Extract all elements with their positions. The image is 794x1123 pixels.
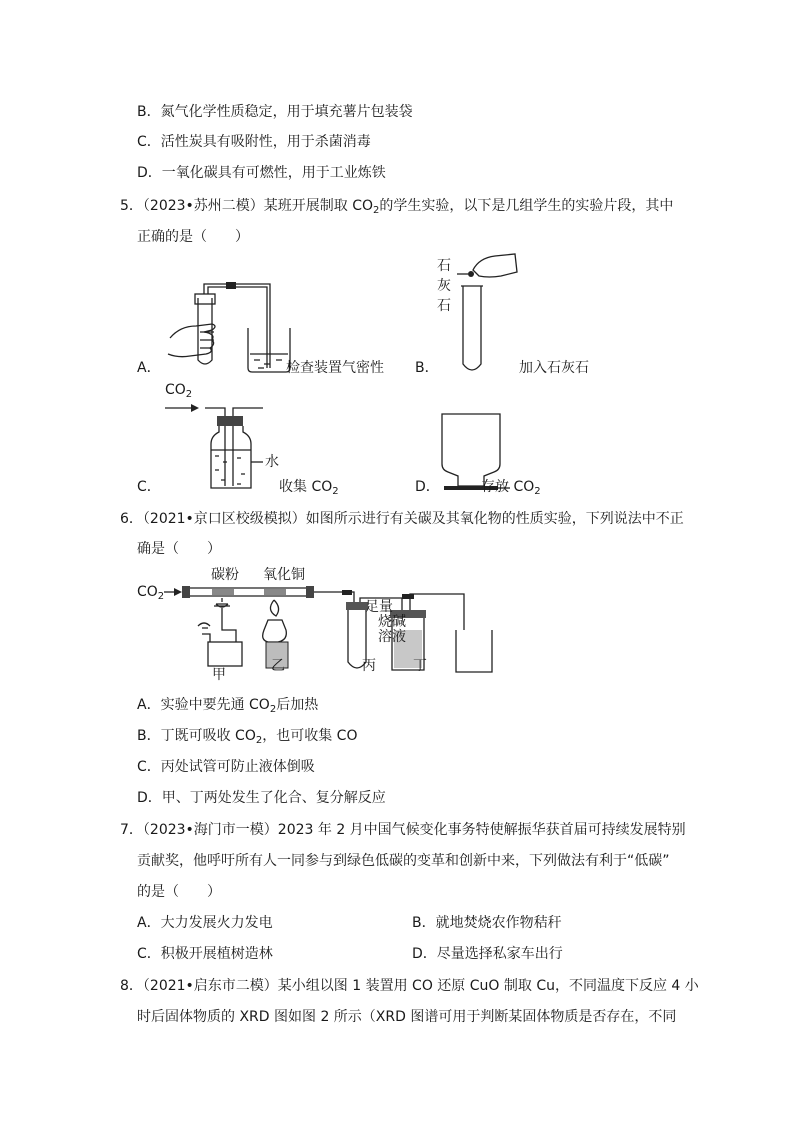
q6-fig-co2-label: $CO_2$ [137,584,165,602]
q6-fig-carbon-label: 碳粉 [211,567,239,583]
q7-option-b: B．就地焚烧农作物秸秆 [412,915,562,931]
q6-fig-naoh-label-2: 烧碱 [378,614,406,630]
q6-fig-naoh-label-1: 足量 [365,599,393,615]
q4-option-b: B．氮气化学性质稳定，用于填充薯片包装袋 [137,104,413,120]
q6-stem-line1: 6．（2021•京口区校级模拟）如图所示进行有关碳及其氧化物的性质实验，下列说法中不正 [120,511,684,527]
q5-figure-c [165,398,275,493]
q5-option-b-caption: 加入石灰石 [519,360,589,376]
q5-option-c-caption: 收集 $CO_2$ [279,479,339,497]
q5-option-d-letter: D． [415,479,440,495]
q6-fig-ding-label: 丁 [413,658,427,674]
q7-option-d: D．尽量选择私家车出行 [412,946,563,962]
q5-fig-b-label-3: 石 [437,298,451,314]
q5-fig-c-gas-label: $CO_2$ [165,382,193,400]
q7-option-c: C．积极开展植树造林 [137,946,273,962]
q6-option-c: C．丙处试管可防止液体倒吸 [137,759,315,775]
q5-figure-a [160,280,300,376]
q5-option-d-caption: 存放 $CO_2$ [481,479,541,497]
q6-stem-line2: 确是（ ） [137,541,221,557]
q5-fig-b-label-1: 石 [437,258,451,274]
q5-option-a-letter: A． [137,360,161,376]
q5-option-a-caption: 检查装置气密性 [286,360,384,376]
q7-stem-line3: 的是（ ） [137,884,221,900]
q8-stem-line1: 8．（2021•启东市二模）某小组以图 1 装置用 CO 还原 CuO 制取 Cu，不同温度下反应 4 小 [120,978,699,994]
q5-stem-line1: 5．（2023•苏州二模）某班开展制取 $CO_2$的学生实验，以下是几组学生的实验片段，其中 [120,198,674,216]
q7-option-a: A．大力发展火力发电 [137,915,273,931]
q5-option-c-letter: C． [137,479,161,495]
q6-option-b: B．丁既可吸收 $CO_2$，也可收集 CO [137,728,358,746]
q6-option-a: A．实验中要先通 $CO_2$后加热 [137,697,319,715]
q5-fig-c-water-label: 水 [265,454,279,470]
q7-stem-line1: 7．（2023•海门市一模）2023 年 2 月中国气候变化事务特使解振华获首届可持续发展特别 [120,822,686,838]
q5-figure-b [455,252,525,374]
q5-stem-line2: 正确的是（ ） [137,229,249,245]
q6-fig-yi-label: 乙 [271,658,285,674]
q6-fig-bing-label: 丙 [362,658,376,674]
q7-stem-line2: 贡献奖，他呼吁所有人一同参与到绿色低碳的变革和创新中来，下列做法有利于“低碳” [137,853,670,869]
q5-option-b-letter: B． [415,360,439,376]
q5-fig-b-label-2: 灰 [437,278,451,294]
q6-option-d: D．甲、丁两处发生了化合、复分解反应 [137,790,386,806]
q6-apparatus-figure [164,580,504,680]
q4-option-c: C．活性炭具有吸附性，用于杀菌消毒 [137,134,371,150]
q8-stem-line2: 时后固体物质的 XRD 图如图 2 所示（XRD 图谱可用于判断某固体物质是否存在，不同 [137,1009,677,1025]
q4-option-d: D．一氧化碳具有可燃性，用于工业炼铁 [137,165,386,181]
q6-fig-naoh-label-3: 溶液 [378,629,406,645]
q6-fig-jia-label: 甲 [212,667,226,683]
q6-fig-cuo-label: 氧化铜 [263,567,305,583]
